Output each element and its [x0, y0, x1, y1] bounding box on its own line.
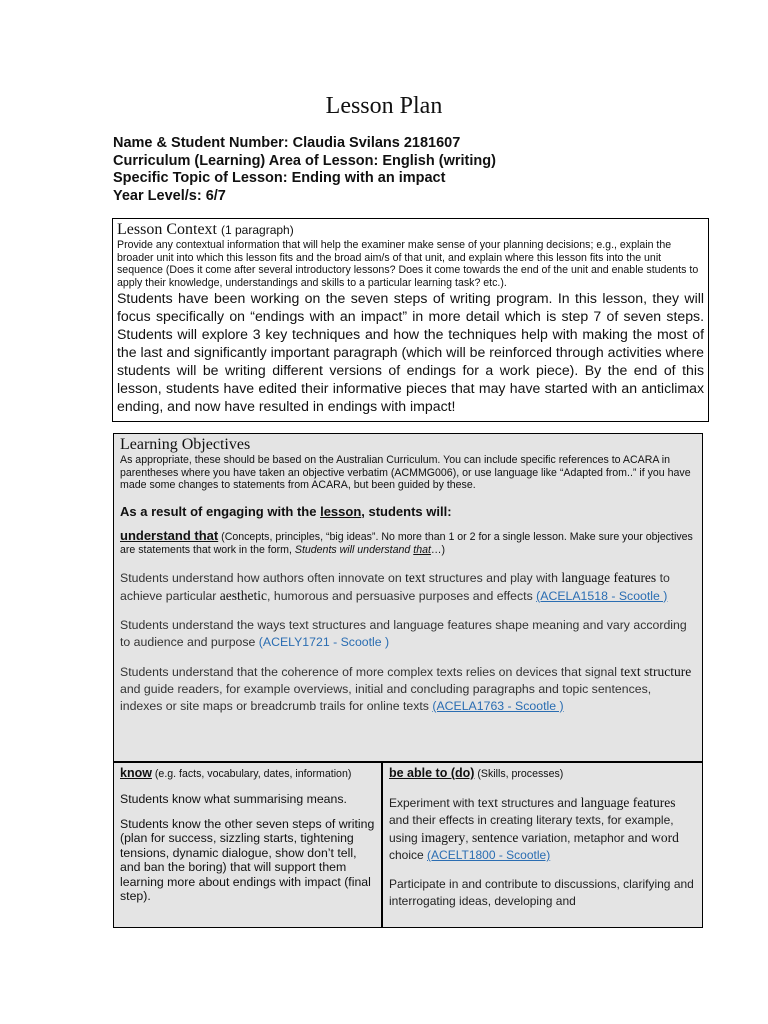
able-heading: [389, 765, 696, 782]
objectives-instructions: As appropriate, these should be based on the Australian Curriculum. You can include specific references to ACARA in parentheses where you have taken an objective verbatim (ACMMG006), or use language like “Adapted from..” if you have made some changes to statements from ACARA, but been guided by these.: [120, 454, 691, 492]
lesson-meta: [113, 135, 496, 205]
lesson-context-section: [112, 218, 709, 422]
understand-note-italic: Students will understand: [294, 543, 414, 556]
know-item-2: Students know the other seven steps of writing (plan for success, sizzling starts, tightening tensions, dynamic dialogue, show don’t tell, and ban the boring) that will support them learning more about endings with impact (final step).: [120, 816, 375, 903]
objectives-lead: [120, 504, 696, 519]
understand-note-end: …): [430, 543, 446, 556]
acely1721-link[interactable]: (ACELY1721 - Scootle ): [258, 634, 390, 649]
acela1518-link[interactable]: (ACELA1518 - Scootle ): [536, 588, 668, 603]
understand-note-that: that: [413, 543, 431, 556]
objective-item-3: Students understand that the coherence of more complex texts relies on devices that signal text structure and guide readers, for example overviews, initial and concluding paragraphs and topic sentences, indexes or site maps or breadcrumb trails for online texts (ACELA1763 - Scootle ): [120, 663, 692, 713]
able-item-2: Participate in and contribute to discussions, clarifying and interrogating ideas, developing and: [389, 877, 694, 908]
understand-note: (Concepts, principles, “big ideas”. No more than 1 or 2 for a single lesson. Make sure your objectives are statements that work in the form,: [120, 530, 693, 556]
able-note: (Skills, processes): [474, 768, 564, 780]
know-column: [113, 762, 382, 928]
learning-objectives-section: [113, 433, 703, 762]
context-body: Students have been working on the seven steps of writing program. In this lesson, they will focus specifically on “endings with an impact” in more detail which is step 7 of seven steps. Students will explore 3 key techniques and how the techniques help with making the most of the last and significantly important paragraph (which will be reinforced through activities where students will be writing different versions of endings for a work piece). By the end of this lesson, students have edited their informative pieces that may have started with an anticlimax ending, and now have resulted in endings with impact!: [117, 290, 704, 415]
curriculum-area: Curriculum (Learning) Area of Lesson: English (writing): [113, 152, 496, 169]
able-item-1: Experiment with text structures and language features and their effects in creating literary texts, for example, using imagery, sentence variation, metaphor and word choice (ACELT1800 - Scootle): [389, 795, 679, 862]
year-level: Year Level/s: 6/7: [113, 187, 226, 204]
lead-text-end: , students will:: [361, 503, 452, 519]
objectives-heading: Learning Objectives: [120, 436, 251, 453]
context-note: (1 paragraph): [221, 223, 294, 237]
lead-underlined: lesson: [320, 503, 362, 519]
student-name: Name & Student Number: Claudia Svilans 2181607: [113, 135, 461, 151]
able-label: be able to (do): [389, 766, 475, 780]
context-heading: [117, 221, 704, 239]
know-heading: [120, 765, 375, 782]
context-instructions: Provide any contextual information that will help the examiner make sense of your planning decisions; e.g., explain the broader unit into which this lesson fits and the broad aim/s of that unit, and explain where this lesson fits into the unit sequence (Does it come after several introductory lessons? Does it come towards the end of the unit and enable students to apply their knowledge, understandings and skills to a particular learning task? etc.).: [117, 239, 699, 289]
context-title: Lesson Context: [117, 221, 217, 238]
objective-item-2: Students understand the ways text structures and language features shape meaning and vary according to audience and purpose (ACELY1721 - Scootle ): [120, 617, 687, 649]
understand-heading: [120, 529, 696, 557]
acelt1800-link[interactable]: (ACELT1800 - Scootle): [427, 848, 551, 862]
know-note: (e.g. facts, vocabulary, dates, information): [151, 768, 352, 780]
objective-item-1: Students understand how authors often innovate on text structures and play with language features to achieve particular aesthetic, humorous and persuasive purposes and effects (ACELA1518 - Scootle ): [120, 569, 670, 603]
able-to-column: [382, 762, 703, 928]
know-item-1: Students know what summarising means.: [120, 792, 347, 806]
understand-label: understand that: [120, 527, 219, 543]
acela1763-link[interactable]: (ACELA1763 - Scootle ): [432, 698, 564, 713]
know-label: know: [120, 766, 152, 780]
lead-text: As a result of engaging with the: [120, 503, 321, 519]
page-title: Lesson Plan: [325, 93, 443, 119]
lesson-topic: Specific Topic of Lesson: Ending with an impact: [113, 170, 446, 186]
